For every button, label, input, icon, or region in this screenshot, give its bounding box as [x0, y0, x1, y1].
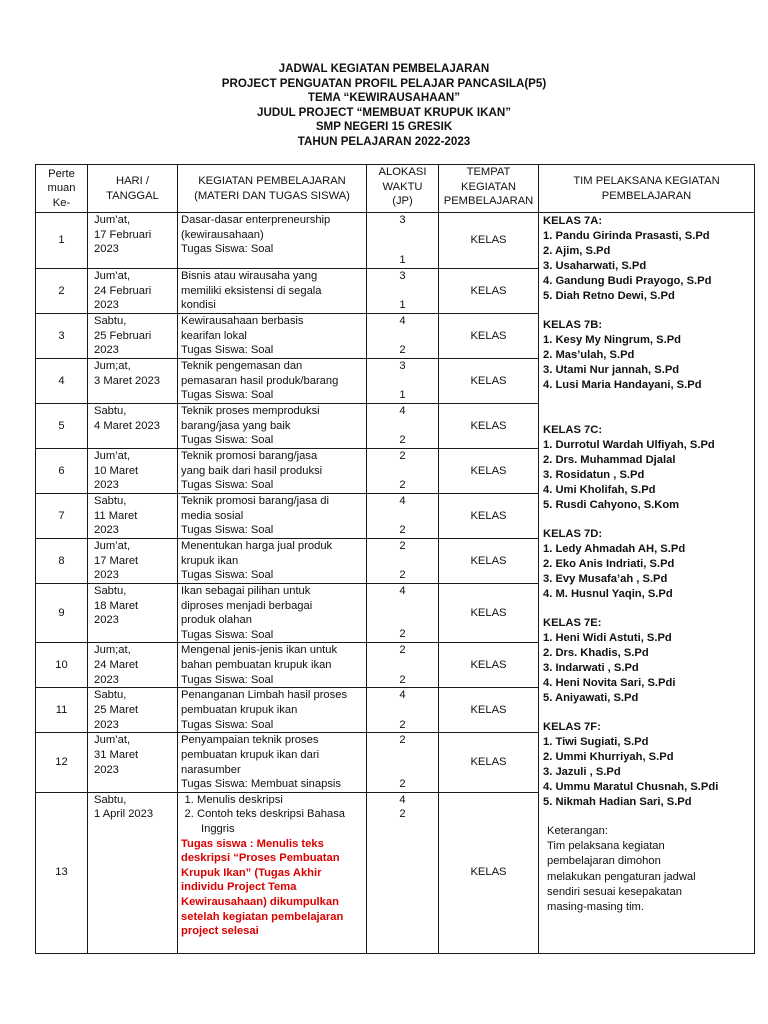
hari-tanggal-text: 10 Maret [94, 464, 139, 477]
hari-tanggal-text: 2023 [94, 479, 119, 492]
hari-tanggal-text: 17 Februari [94, 228, 152, 241]
tempat-cell: KELAS [439, 449, 539, 494]
tim-member: 1. Ledy Ahmadah AH, S.Pd [543, 543, 686, 555]
alokasi-cell [367, 539, 439, 584]
tim-member: 4. Umi Kholifah, S.Pd [543, 484, 656, 496]
jp-value: 2 [399, 479, 406, 492]
col-header-tim-pelaksana [539, 165, 755, 213]
alokasi-cell [367, 643, 439, 688]
kegiatan-text: Dasar-dasar enterpreneurship [181, 214, 331, 226]
jp-value: 1 [399, 254, 406, 267]
alokasi-cell [367, 359, 439, 404]
tim-member: 4. Lusi Maria Handayani, S.Pd [543, 379, 702, 391]
kegiatan-text: Kewirausahaan berbasis [181, 315, 304, 327]
kegiatan-text: produk olahan [181, 614, 252, 627]
kegiatan-text: Tugas Siswa: Soal [181, 628, 274, 641]
jp-value: 4 [399, 793, 406, 806]
pertemuan-number: 12 [36, 733, 88, 792]
kegiatan-text: diproses menjadi berbagai [181, 599, 313, 612]
tempat-cell: KELAS [439, 359, 539, 404]
tugas-akhir-text: deskripsi “Proses Pembuatan [181, 852, 340, 865]
tim-group [543, 616, 750, 706]
tim-member: 1. Heni Widi Astuti, S.Pd [543, 632, 672, 644]
tugas-akhir-text: Tugas siswa : Menulis teks [181, 837, 324, 850]
tempat-cell: KELAS [439, 792, 539, 953]
hari-tanggal-text: 24 Maret [94, 658, 139, 671]
kegiatan-text: Teknik pengemasan dan [181, 360, 303, 372]
kegiatan-text: kearifan lokal [181, 329, 247, 342]
tim-member: 5. Nikmah Hadian Sari, S.Pd [543, 796, 692, 808]
kegiatan-text: Tugas Siswa: Soal [181, 389, 274, 402]
jp-value: 1 [399, 299, 406, 312]
kegiatan-text: Penyampaian teknik proses [181, 734, 319, 747]
header-text: TEMPAT [466, 166, 511, 178]
hari-tanggal-cell [88, 792, 178, 953]
tim-pelaksana-cell [539, 213, 755, 954]
hari-tanggal-text: 2023 [94, 243, 119, 256]
table-header-row [36, 165, 755, 213]
kegiatan-text: Tugas Siswa: Soal [181, 673, 274, 686]
hari-tanggal-cell [88, 733, 178, 792]
kegiatan-text: kondisi [181, 299, 216, 312]
tim-member: 3. Evy Musafa’ah , S.Pd [543, 573, 668, 585]
hari-tanggal-text: 11 Maret [94, 509, 138, 522]
tugas-akhir-text: project selesai [181, 925, 259, 938]
kegiatan-text: krupuk ikan [181, 554, 239, 567]
kegiatan-cell [178, 688, 367, 733]
col-header-hari-tanggal [88, 165, 178, 213]
tim-group [543, 318, 750, 393]
tim-member: 4. Ummu Maratul Chusnah, S.Pdi [543, 781, 719, 793]
jp-value: 2 [399, 450, 406, 462]
hari-tanggal-text: Sabtu, [94, 793, 127, 806]
header-text: Perte [48, 167, 75, 180]
tempat-cell: KELAS [439, 314, 539, 359]
pertemuan-number: 1 [36, 213, 88, 269]
tim-member: 1. Pandu Girinda Prasasti, S.Pd [543, 230, 710, 242]
kegiatan-cell [178, 539, 367, 584]
hari-tanggal-text: 1 April 2023 [94, 808, 154, 821]
kegiatan-text: pemasaran hasil produk/barang [181, 374, 339, 387]
tim-member: 4. Gandung Budi Prayogo, S.Pd [543, 275, 712, 287]
tempat-cell: KELAS [439, 494, 539, 539]
tempat-cell: KELAS [439, 539, 539, 584]
tim-member: 3. Jazuli , S.Pd [543, 766, 621, 778]
kegiatan-text: Tugas Siswa: Soal [181, 718, 274, 731]
tim-member: 4. M. Husnul Yaqin, S.Pd [543, 588, 673, 600]
tempat-cell: KELAS [439, 404, 539, 449]
jp-value: 2 [399, 628, 406, 641]
kegiatan-text: yang baik dari hasil produksi [181, 464, 323, 477]
hari-tanggal-text: Sabtu, [94, 585, 127, 597]
hari-tanggal-cell [88, 269, 178, 314]
kegiatan-text: Tugas Siswa: Soal [181, 434, 274, 447]
kegiatan-text: Tugas Siswa: Soal [181, 243, 274, 256]
col-header-pertemuan [36, 165, 88, 213]
kegiatan-text: Inggris [201, 822, 235, 835]
jp-value: 2 [399, 344, 406, 357]
hari-tanggal-cell [88, 404, 178, 449]
kegiatan-cell [178, 314, 367, 359]
hari-tanggal-text: 2023 [94, 299, 119, 312]
header-line: JUDUL PROJECT “MEMBUAT KRUPUK IKAN” [257, 105, 511, 119]
kegiatan-cell [178, 213, 367, 269]
header-text: TIM PELAKSANA KEGIATAN [573, 174, 720, 187]
kegiatan-text: (kewirausahaan) [181, 228, 264, 241]
jp-value: 4 [399, 315, 406, 327]
hari-tanggal-text: Jum;at, [94, 644, 131, 657]
tim-member: 5. Rusdi Cahyono, S.Kom [543, 499, 680, 511]
pertemuan-number: 2 [36, 269, 88, 314]
pertemuan-number: 7 [36, 494, 88, 539]
kegiatan-cell [178, 404, 367, 449]
jp-value: 2 [399, 644, 406, 657]
keterangan-text: masing-masing tim. [547, 901, 644, 914]
hari-tanggal-text: 17 Maret [94, 554, 139, 567]
tempat-cell: KELAS [439, 269, 539, 314]
alokasi-cell [367, 792, 439, 953]
keterangan-text: melakukan pengaturan jadwal [547, 870, 696, 883]
tugas-akhir-text: Kewirausahaan) dikumpulkan [181, 895, 339, 908]
hari-tanggal-cell [88, 359, 178, 404]
kelas-title: KELAS 7A: [543, 215, 603, 227]
kegiatan-text: Teknik proses memproduksi [181, 405, 320, 417]
hari-tanggal-text: Jum’at, [94, 214, 131, 226]
kegiatan-text: narasumber [181, 763, 241, 776]
header-text: TANGGAL [106, 189, 159, 202]
hari-tanggal-cell [88, 584, 178, 643]
jp-value: 2 [399, 734, 406, 747]
header-text: (MATERI DAN TUGAS SISWA) [194, 189, 350, 202]
hari-tanggal-text: 24 Februari [94, 284, 152, 297]
kegiatan-text: Tugas Siswa: Soal [181, 344, 274, 357]
jp-value: 1 [399, 389, 406, 402]
kegiatan-text: Bisnis atau wirausaha yang [181, 270, 318, 282]
header-line: SMP NEGERI 15 GRESIK [315, 120, 453, 134]
hari-tanggal-text: 2023 [94, 524, 119, 537]
alokasi-cell [367, 584, 439, 643]
header-text: muan [47, 182, 76, 195]
kegiatan-text: Tugas Siswa: Soal [181, 479, 274, 492]
kegiatan-cell [178, 643, 367, 688]
tim-member: 3. Rosidatun , S.Pd [543, 469, 645, 481]
kelas-title: KELAS 7F: [543, 721, 601, 733]
alokasi-cell [367, 213, 439, 269]
keterangan-note [543, 824, 750, 915]
kegiatan-item: 1. Menulis deskripsi [197, 793, 363, 808]
kegiatan-text: memiliki eksistensi di segala [181, 284, 322, 297]
hari-tanggal-cell [88, 213, 178, 269]
jp-value: 2 [399, 434, 406, 447]
jp-value: 4 [399, 689, 406, 702]
kegiatan-text: media sosial [181, 509, 244, 522]
hari-tanggal-text: 2023 [94, 569, 119, 582]
jp-value: 4 [399, 495, 406, 507]
keterangan-text: Tim pelaksana kegiatan [547, 840, 665, 853]
tempat-cell: KELAS [439, 688, 539, 733]
table-row [36, 213, 755, 269]
pertemuan-number: 3 [36, 314, 88, 359]
jp-value: 4 [399, 405, 406, 417]
tim-member: 1. Tiwi Sugiati, S.Pd [543, 736, 649, 748]
jp-value: 2 [399, 569, 406, 582]
jp-value: 4 [399, 585, 406, 597]
hari-tanggal-cell [88, 449, 178, 494]
hari-tanggal-text: Sabtu, [94, 405, 127, 417]
hari-tanggal-text: Jum;at, [94, 360, 131, 372]
header-text: KEGIATAN [461, 180, 516, 193]
header-line: TAHUN PELAJARAN 2022-2023 [297, 134, 471, 148]
hari-tanggal-text: 2023 [94, 614, 119, 627]
hari-tanggal-cell [88, 688, 178, 733]
kegiatan-text: barang/jasa yang baik [181, 419, 291, 432]
alokasi-cell [367, 494, 439, 539]
hari-tanggal-text: 18 Maret [94, 599, 139, 612]
jp-value: 2 [399, 718, 406, 731]
tim-member: 4. Heni Novita Sari, S.Pdi [543, 677, 676, 689]
tim-member: 5. Diah Retno Dewi, S.Pd [543, 290, 675, 302]
tim-member: 2. Drs. Muhammad Djalal [543, 454, 676, 466]
schedule-table [35, 164, 755, 954]
hari-tanggal-text: 2023 [94, 344, 119, 357]
alokasi-cell [367, 733, 439, 792]
jp-value: 2 [399, 808, 406, 821]
kegiatan-cell [178, 269, 367, 314]
document-header [0, 62, 768, 150]
header-text: Ke- [52, 196, 71, 209]
hari-tanggal-text: 25 Maret [94, 703, 139, 716]
pertemuan-number: 6 [36, 449, 88, 494]
kegiatan-text: Teknik promosi barang/jasa di [181, 495, 329, 507]
kegiatan-cell [178, 584, 367, 643]
pertemuan-number: 8 [36, 539, 88, 584]
kegiatan-item: 2. Contoh teks deskripsi Bahasa [197, 807, 363, 822]
hari-tanggal-text: 31 Maret [94, 748, 139, 761]
kegiatan-text: Tugas Siswa: Soal [181, 524, 274, 537]
kegiatan-text: Teknik promosi barang/jasa [181, 450, 318, 462]
kegiatan-text: Ikan sebagai pilihan untuk [181, 585, 311, 597]
tugas-akhir-text: individu Project Tema [181, 881, 297, 894]
kelas-title: KELAS 7C: [543, 424, 603, 436]
alokasi-cell [367, 449, 439, 494]
tugas-akhir-text: setelah kegiatan pembelajaran [181, 910, 344, 923]
tim-member: 2. Drs. Khadis, S.Pd [543, 647, 649, 659]
pertemuan-number: 4 [36, 359, 88, 404]
col-header-kegiatan [178, 165, 367, 213]
hari-tanggal-text: Sabtu, [94, 495, 127, 507]
kegiatan-cell [178, 733, 367, 792]
tim-member: 2. Ajim, S.Pd [543, 245, 611, 257]
hari-tanggal-cell [88, 643, 178, 688]
hari-tanggal-text: Sabtu, [94, 689, 127, 702]
kegiatan-text: Penanganan Limbah hasil proses [181, 689, 348, 702]
header-line: JADWAL KEGIATAN PEMBELAJARAN [278, 62, 490, 75]
kegiatan-cell [178, 494, 367, 539]
hari-tanggal-cell [88, 539, 178, 584]
jp-value: 2 [399, 540, 406, 552]
kelas-title: KELAS 7B: [543, 319, 603, 331]
header-text: WAKTU [382, 180, 423, 193]
jp-value: 2 [399, 777, 406, 790]
kelas-title: KELAS 7E: [543, 617, 602, 629]
hari-tanggal-text: 25 Februari [94, 329, 152, 342]
pertemuan-number: 9 [36, 584, 88, 643]
kegiatan-text: pembuatan krupuk ikan [181, 703, 298, 716]
hari-tanggal-text: 3 Maret 2023 [94, 374, 160, 387]
tugas-akhir-text: Krupuk Ikan” (Tugas Akhir [181, 866, 322, 879]
tempat-cell: KELAS [439, 213, 539, 269]
header-text: HARI / [116, 174, 149, 187]
alokasi-cell [367, 314, 439, 359]
kegiatan-cell [178, 359, 367, 404]
hari-tanggal-text: 2023 [94, 673, 119, 686]
tempat-cell: KELAS [439, 584, 539, 643]
tim-group [543, 527, 750, 602]
header-text: PEMBELAJARAN [443, 195, 534, 208]
pertemuan-number: 5 [36, 404, 88, 449]
tim-member: 3. Utami Nur jannah, S.Pd [543, 364, 680, 376]
tim-member: 1. Kesy My Ningrum, S.Pd [543, 334, 682, 346]
jp-value: 2 [399, 673, 406, 686]
tim-member: 3. Indarwati , S.Pd [543, 662, 639, 674]
hari-tanggal-text: 2023 [94, 763, 119, 776]
hari-tanggal-text: Jum’at, [94, 270, 131, 282]
jp-value: 2 [399, 524, 406, 537]
hari-tanggal-text: Jum’at, [94, 450, 131, 462]
kegiatan-text: pembuatan krupuk ikan dari [181, 748, 320, 761]
tempat-cell: KELAS [439, 733, 539, 792]
header-text: KEGIATAN PEMBELAJARAN [198, 174, 346, 187]
hari-tanggal-text: Jum’at, [94, 734, 131, 747]
pertemuan-number: 13 [36, 792, 88, 953]
kegiatan-text: Menentukan harga jual produk [181, 540, 333, 552]
kegiatan-text: Tugas Siswa: Soal [181, 569, 274, 582]
kegiatan-cell [178, 449, 367, 494]
kegiatan-text: Tugas Siswa: Membuat sinapsis [181, 778, 342, 791]
kegiatan-cell [178, 792, 367, 953]
pertemuan-number: 11 [36, 688, 88, 733]
tim-group [543, 720, 750, 810]
hari-tanggal-text: 2023 [94, 718, 119, 731]
header-text: (JP) [392, 195, 413, 208]
kegiatan-text: Mengenal jenis-jenis ikan untuk [181, 644, 338, 657]
hari-tanggal-text: Sabtu, [94, 315, 127, 327]
tim-member: 1. Durrotul Wardah Ulfiyah, S.Pd [543, 439, 715, 451]
jp-value: 3 [399, 270, 406, 282]
header-text: PEMBELAJARAN [601, 189, 692, 202]
alokasi-cell [367, 269, 439, 314]
tim-member: 2. Ummi Khurriyah, S.Pd [543, 751, 674, 763]
hari-tanggal-text: Jum’at, [94, 540, 131, 552]
hari-tanggal-cell [88, 314, 178, 359]
kelas-title: KELAS 7D: [543, 528, 603, 540]
header-line: TEMA “KEWIRAUSAHAAN” [307, 91, 461, 105]
tim-group [543, 423, 750, 513]
tempat-cell: KELAS [439, 643, 539, 688]
header-line: PROJECT PENGUATAN PROFIL PELAJAR PANCASILA(P5) [221, 76, 547, 90]
col-header-tempat [439, 165, 539, 213]
jp-value: 3 [399, 360, 406, 372]
keterangan-text: sendiri sesuai kesepakatan [547, 885, 682, 898]
jp-value: 3 [399, 214, 406, 226]
keterangan-text: Keterangan: [547, 825, 608, 837]
hari-tanggal-cell [88, 494, 178, 539]
header-text: ALOKASI [378, 166, 427, 178]
tim-member: 2. Mas’ulah, S.Pd [543, 349, 635, 361]
kegiatan-list [181, 793, 363, 822]
pertemuan-number: 10 [36, 643, 88, 688]
hari-tanggal-text: 4 Maret 2023 [94, 419, 160, 432]
alokasi-cell [367, 688, 439, 733]
keterangan-text: pembelajaran dimohon [547, 855, 661, 868]
kegiatan-text: bahan pembuatan krupuk ikan [181, 658, 332, 671]
tim-member: 5. Aniyawati, S.Pd [543, 692, 639, 704]
tim-group [543, 214, 750, 304]
col-header-alokasi-waktu [367, 165, 439, 213]
tim-member: 2. Eko Anis Indriati, S.Pd [543, 558, 675, 570]
alokasi-cell [367, 404, 439, 449]
tim-member: 3. Usaharwati, S.Pd [543, 260, 647, 272]
